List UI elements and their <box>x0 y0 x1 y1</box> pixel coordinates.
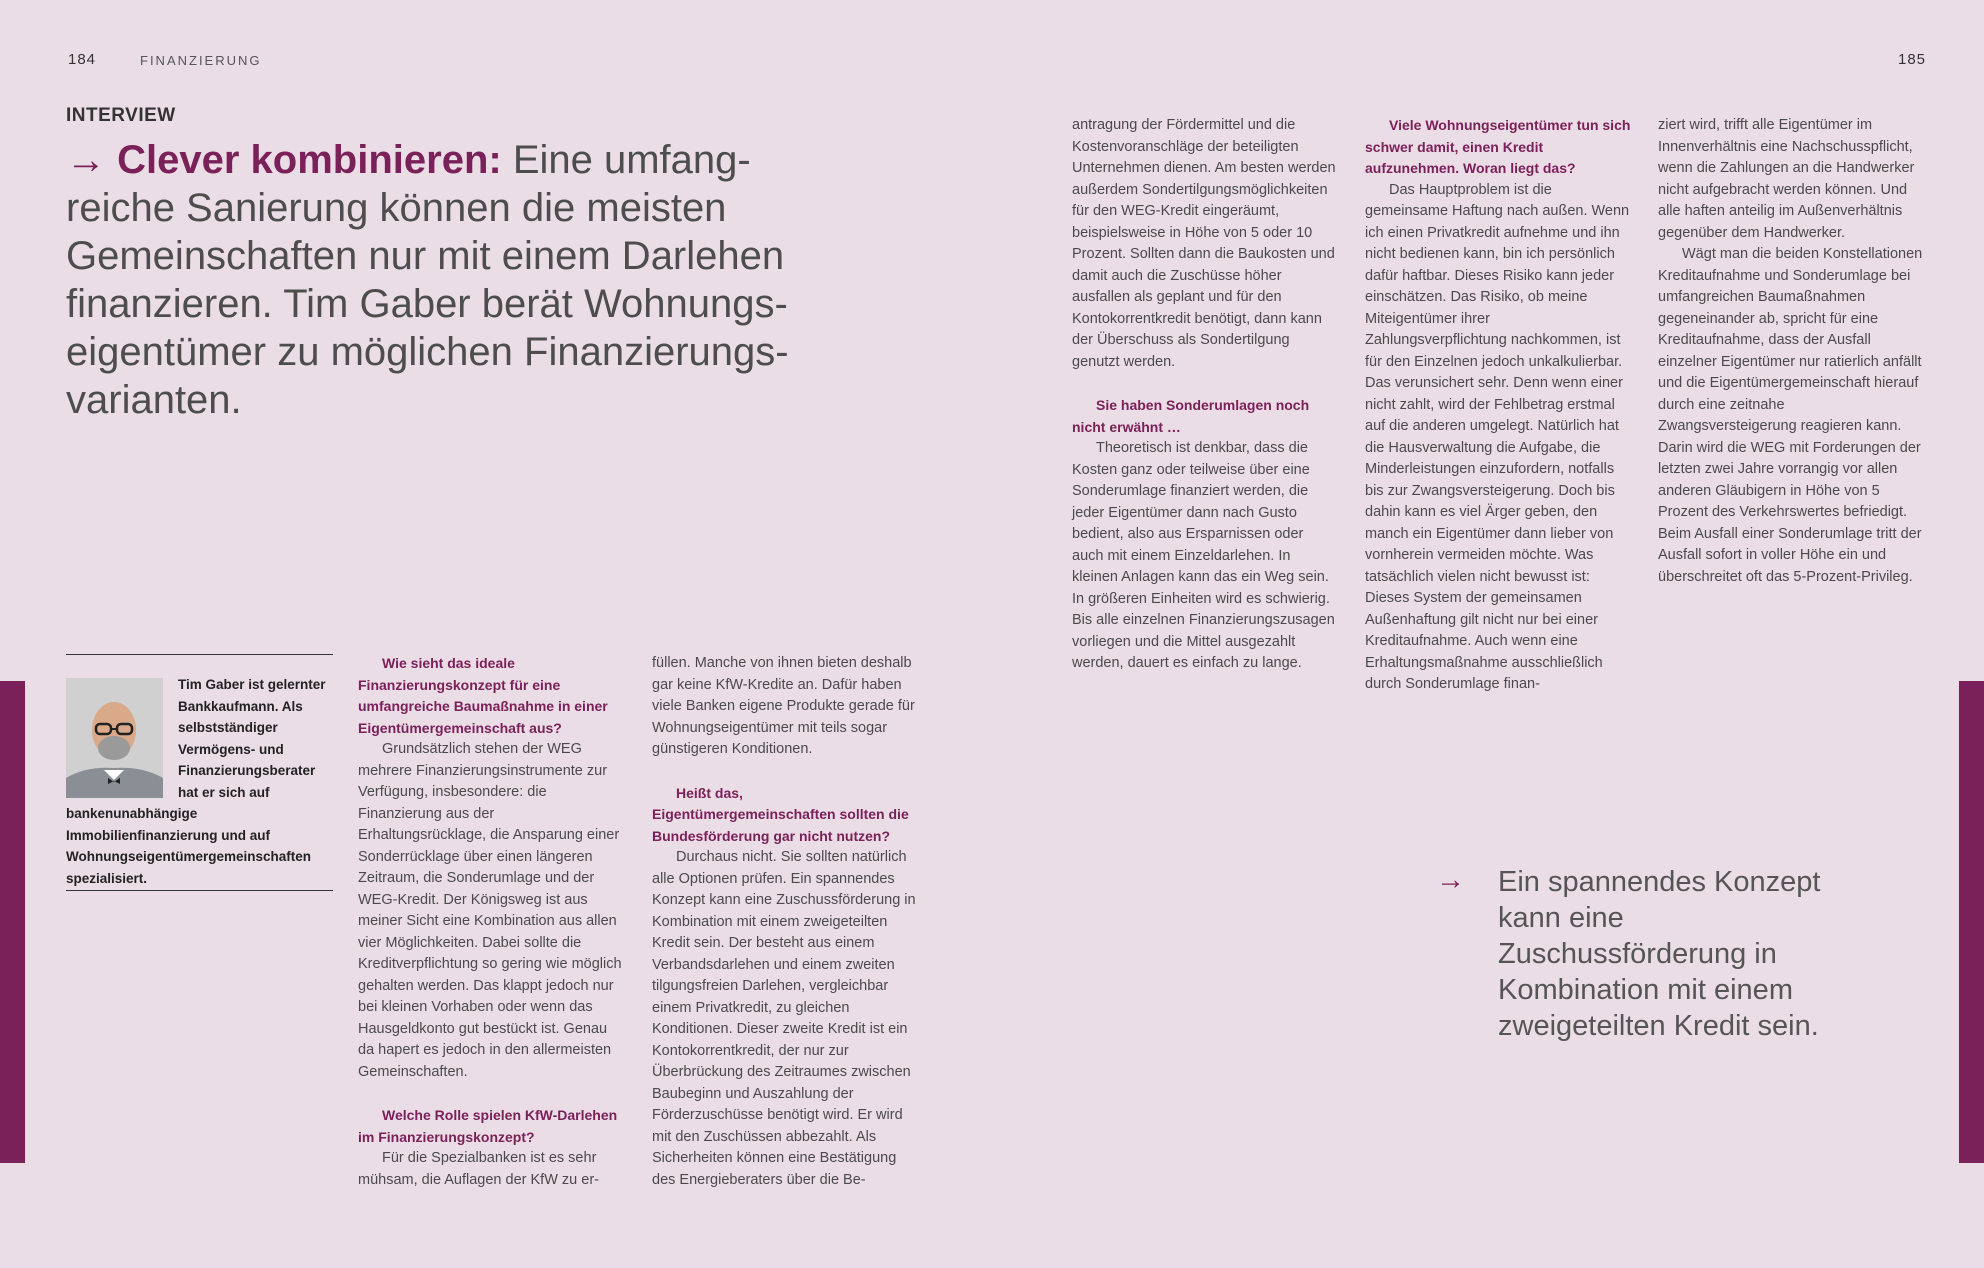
bio-bottom-rule <box>66 890 333 891</box>
arrow-right-icon: → <box>66 138 106 182</box>
answer: ziert wird, trifft alle Eigentümer im Innenverhältnis eine Nachschusspflicht, wenn die Zahlungen an die Handwerker nicht aufgebracht werden können. Und alle haften anteilig im Außenverhältnis gegenüber dem Handwerker. <box>1658 117 1915 241</box>
question: Welche Rolle spielen KfW-Darlehen im Finanzierungskonzept? <box>358 1107 618 1145</box>
column-4 <box>1365 115 1631 696</box>
right-accent-bar <box>1959 681 1984 1163</box>
question: Sie haben Sonderumlagen noch nicht erwähnt … <box>1072 397 1310 435</box>
running-title: FINANZIERUNG <box>140 53 262 68</box>
question: Wie sieht das ideale Finanzierungskonzept für eine umfangreiche Baumaßnahme in einer Eigentümergemeinschaft aus? <box>358 655 608 736</box>
column-2 <box>652 653 918 1191</box>
bio-top-rule <box>66 654 333 655</box>
pullquote-text: Ein spannendes Konzept kann eine Zuschussförderung in Kombination mit einem zweigeteilten Kredit sein. <box>1498 866 1821 1042</box>
answer: Grundsätzlich stehen der WEG mehrere Finanzierungsinstrumente zur Verfügung, insbesondere: die Finanzierung aus der Erhaltungsrücklage, die Ansparung einer Sonderrücklage über einen längeren Zeitraum, die Sonderumlage und der WEG-Kredit. Der Königsweg ist aus meiner Sicht eine Kombination aus allen vier Möglichkeiten. Dabei sollte die Kreditverpflichtung so gering wie möglich gehalten werden. Das klappt jedoch nur bei kleinen Vorhaben oder wenn das Hausgeldkonto gut bestückt ist. Genau da hapert es jedoch in den allermeisten Gemeinschaften. <box>358 741 622 1080</box>
column-5 <box>1658 115 1924 588</box>
answer: antragung der Fördermittel und die Kostenvoranschläge der beteiligten Unternehmen dienen. Am besten werden außerdem Sondertilgungsmöglichkeiten für den WEG-Kredit eingeräumt, beispielsweise in Höhe von 5 oder 10 Prozent. Sollten dann die Baukosten und damit auch die Zuschüsse höher ausfallen als geplant und für den Kontokorrentkredit benötigt, dann kann der Überschuss als Sondertilgung genutzt werden. <box>1072 117 1336 370</box>
column-3 <box>1072 115 1338 675</box>
headline-text: Eine umfang-reiche Sanierung können die meisten Gemeinschaften nur mit einem Darlehen finanzieren. Tim Gaber berät Wohnungs-eigentümer zu möglichen Finanzierungs-varianten. <box>66 138 789 422</box>
answer: Das Hauptproblem ist die gemeinsame Haftung nach außen. Wenn ich einen Privatkredit aufnehme und ihn nicht bedienen kann, bin ich persönlich dafür haftbar. Dieses Risiko kann jeder einschätzen. Das Risiko, ob meine Miteigentümer ihrer Zahlungsverpflichtung nachkommen, ist für den Einzelnen jedoch unkalkulierbar. Das verunsichert sehr. Denn wenn einer nicht zahlt, wird der Fehlbetrag erstmal auf die anderen umgelegt. Natürlich hat die Hausverwaltung die Aufgabe, die Minderleistungen einzufordern, notfalls bis zur Zwangsversteigerung. Doch bis dahin kann es viel Ärger geben, den manch ein Eigentümer dann lieber von vornherein vermeiden möchte. Was tatsächlich vielen nicht bewusst ist: Dieses System der gemeinsamen Außenhaftung gilt nicht nur bei einer Kreditaufnahme. Auch wenn eine Erhaltungsmaßnahme ausschließlich durch Sonderumlage finan- <box>1365 181 1630 692</box>
answer: Durchaus nicht. Sie sollten natürlich alle Optionen prüfen. Ein spannendes Konzept kann eine Zuschussförderung in Kombination mit einem zweigeteilten Kredit sein. Der besteht aus einem Verbandsdarlehen und einem zweiten tilgungsfreien Darlehen, vergleichbar einem Privatkredit, zu gleichen Konditionen. Dieser zweite Kredit ist ein Kontokorrentkredit, der nur zur Überbrückung des Zeitraumes zwischen Baubeginn und Auszahlung der Förderzuschüsse benötigt wird. Er wird mit den Zuschüssen abbezahlt. Als Sicherheiten können eine Bestätigung des Energieberaters über die Be- <box>652 849 916 1188</box>
left-page-number: 184 <box>68 51 97 68</box>
bio-text <box>66 674 334 889</box>
headline <box>66 136 806 424</box>
kicker: INTERVIEW <box>66 105 176 126</box>
answer: füllen. Manche von ihnen bieten deshalb gar keine KfW-Kredite an. Dafür haben viele Banken eigene Produkte gerade für Wohnungseigentümer mit teils sogar günstigeren Konditionen. <box>652 655 915 757</box>
answer: Theoretisch ist denkbar, dass die Kosten ganz oder teilweise über eine Sonderumlage finanziert werden, die jeder Eigentümer dann nach Gusto bedient, also aus Ersparnissen oder auch mit einem Einzeldarlehen. In kleinen Anlagen kann das ein Weg sein. In größeren Einheiten wird es schwierig. Bis alle einzelnen Finanzierungszusagen vorliegen und die Mittel ausgezahlt werden, dauert es einfach zu lange. <box>1072 440 1335 671</box>
bio-text-content: Tim Gaber ist gelernter Bankkaufmann. Als selbstständiger Vermögens- und Finanzierungsberater hat er sich auf bankenunabhängige Immobilienfinanzierung und auf Wohnungseigentümergemeinschaften spezialisiert. <box>66 677 326 886</box>
pullquote-arrow-icon: → <box>1436 864 1465 896</box>
right-page-number: 185 <box>1898 51 1927 68</box>
column-1 <box>358 653 624 1191</box>
question: Viele Wohnungseigentümer tun sich schwer damit, einen Kredit aufzunehmen. Woran liegt das? <box>1365 117 1631 176</box>
bio-photo-spacer <box>66 674 178 800</box>
headline-accent: Clever kombinieren: <box>117 138 502 182</box>
left-accent-bar <box>0 681 25 1163</box>
question: Heißt das, Eigentümergemeinschaften sollten die Bundesförderung gar nicht nutzen? <box>652 784 909 844</box>
answer: Für die Spezialbanken ist es sehr mühsam, die Auflagen der KfW zu er- <box>358 1150 599 1188</box>
answer: Wägt man die beiden Konstellationen Kreditaufnahme und Sonderumlage bei umfangreichen Baumaßnahmen gegeneinander ab, spricht für eine Kreditaufnahme, dass der Ausfall einzelner Eigentümer nur ratierlich anfällt und die Eigentümergemeinschaft hierauf durch eine zeitnahe Zwangsversteigerung reagieren kann. Darin wird die WEG mit Forderungen der letzten zwei Jahre vorrangig vor allen anderen Gläubigern in Höhe von 5 Prozent des Verkehrswertes befriedigt. Beim Ausfall einer Sonderumlage tritt der Ausfall sofort in voller Höhe ein und überschreitet oft das 5-Prozent-Privileg. <box>1658 246 1923 585</box>
